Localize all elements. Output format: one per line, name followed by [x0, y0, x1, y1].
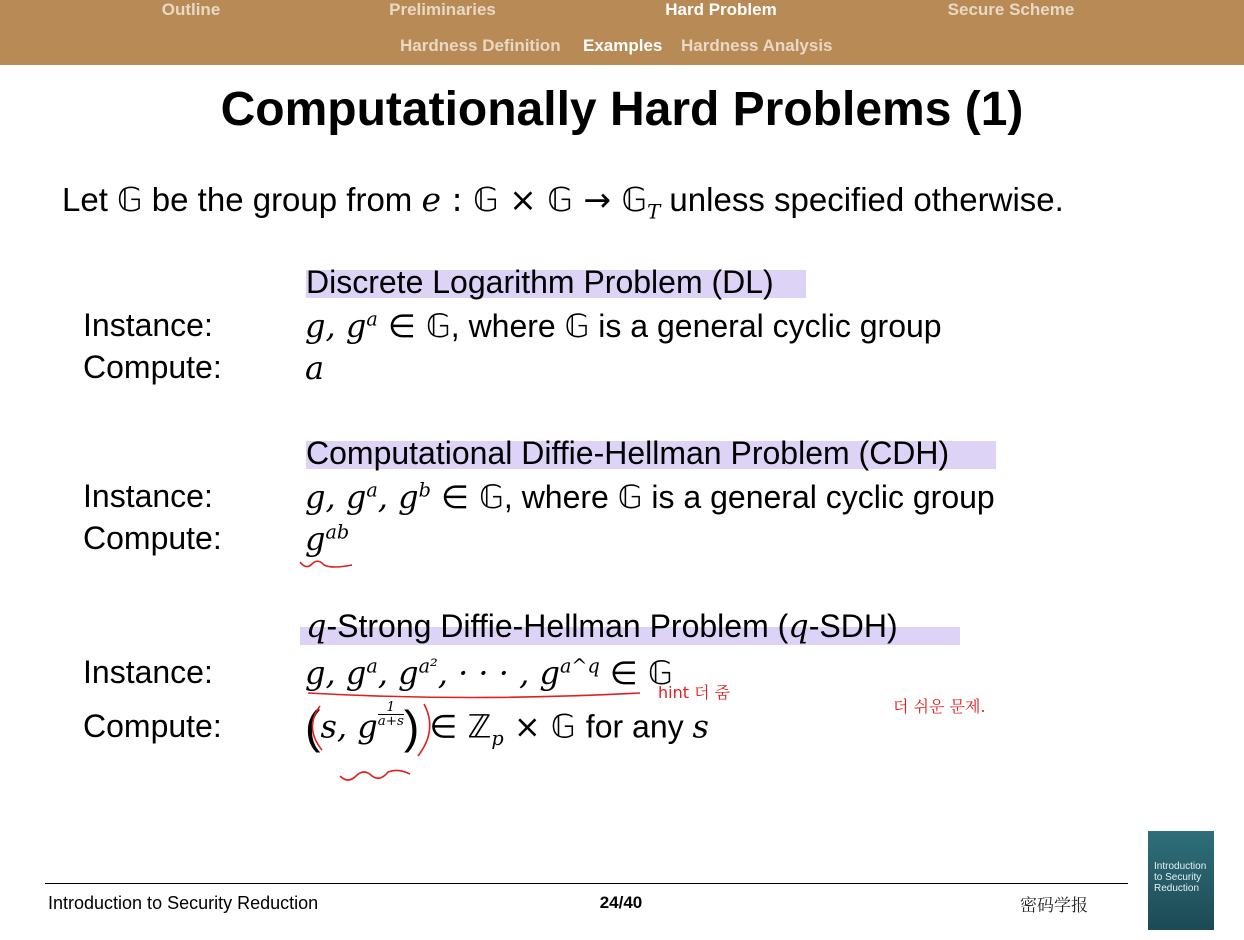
- sdh-compute-close-paren: ): [403, 701, 420, 753]
- sdh-fraction-numerator: 1: [378, 701, 404, 715]
- dl-instance-in: ∈ 𝔾: [377, 307, 451, 345]
- ink-squiggle-sdh: [340, 770, 410, 780]
- cdh-compute-exp: ab: [325, 520, 350, 544]
- sdh-instance-part2: , g: [377, 654, 419, 692]
- dl-compute-label: Compute:: [83, 349, 222, 385]
- ink-paren-left: [312, 706, 322, 750]
- slide-title: Computationally Hard Problems (1): [220, 83, 1024, 136]
- ink-underline-sdh-instance: [308, 693, 640, 698]
- cdh-instance-math: g, g: [305, 478, 367, 516]
- intro-text-1: Let: [62, 181, 118, 218]
- sdh-compute-times: × 𝔾: [503, 707, 586, 746]
- footer-title: Introduction to Security Reduction: [48, 893, 319, 913]
- dl-instance-exp: a: [366, 307, 378, 331]
- cdh-instance-in: ∈ 𝔾: [430, 478, 504, 516]
- nav-section-outline[interactable]: Outline: [161, 0, 221, 19]
- footer-journal-logo: 密码学报: [1020, 896, 1088, 916]
- book-cover-title: Introduction to Security Reduction: [1154, 861, 1207, 894]
- nav-subsection-hardness-definition[interactable]: Hardness Definition: [400, 36, 561, 55]
- cdh-instance-exp-a: a: [366, 478, 378, 502]
- cdh-instance-exp-b: b: [418, 478, 431, 502]
- cdh-instance-comma: , g: [377, 478, 419, 516]
- nav-section-secure-scheme[interactable]: Secure Scheme: [947, 0, 1075, 19]
- ink-note-easier: 더 쉬운 문제.: [893, 697, 986, 716]
- dl-instance-text: , where 𝔾 is a general cyclic group: [450, 308, 942, 344]
- sdh-instance-label: Instance:: [83, 654, 213, 690]
- nav-section-hard-problem[interactable]: Hard Problem: [665, 0, 777, 19]
- intro-text-2: be the group from: [142, 181, 422, 218]
- sdh-heading-text2: -SDH): [808, 608, 898, 644]
- ink-note-hint: hint 더 줌: [658, 683, 731, 702]
- footer-divider: [45, 883, 1128, 884]
- sdh-instance-exp2: a²: [418, 654, 438, 678]
- intro-target-subscript: T: [647, 200, 661, 224]
- sdh-compute-open-paren: (: [305, 701, 321, 753]
- sdh-compute-subscript-p: p: [491, 726, 504, 750]
- sdh-compute-in: ∈ ℤ: [419, 707, 492, 746]
- intro-pairing-e: e: [421, 180, 441, 219]
- intro-group-symbol: 𝔾: [117, 180, 143, 219]
- sdh-instance-part3: , · · · , g: [437, 654, 560, 692]
- sdh-instance-exp3: a^q: [559, 654, 600, 678]
- nav-subsection-examples[interactable]: Examples: [583, 36, 663, 55]
- sdh-compute-label: Compute:: [83, 708, 222, 744]
- sdh-compute-s: s: [692, 707, 709, 746]
- intro-text-3: unless specified otherwise.: [660, 181, 1064, 218]
- sdh-compute-text: for any: [585, 708, 693, 745]
- cdh-instance-text: , where 𝔾 is a general cyclic group: [503, 479, 995, 515]
- sdh-instance-exp1: a: [366, 654, 378, 678]
- sdh-heading-text1: -Strong Diffie-Hellman Problem (: [326, 608, 789, 644]
- sdh-fraction-denominator: a+s: [377, 714, 404, 730]
- cdh-heading: Computational Diffie-Hellman Problem (CDH): [306, 435, 950, 471]
- sdh-instance-in: ∈ 𝔾: [599, 654, 673, 692]
- sdh-heading-q1: q: [306, 607, 327, 645]
- dl-instance-math: g, g: [305, 307, 367, 345]
- book-cover-image: [1148, 831, 1214, 930]
- nav-subsection-hardness-analysis[interactable]: Hardness Analysis: [681, 36, 833, 55]
- ink-paren-right: [418, 704, 430, 756]
- intro-pairing-map: : 𝔾 × 𝔾 → 𝔾: [440, 180, 648, 219]
- cdh-compute-base: g: [305, 520, 326, 558]
- dl-instance-label: Instance:: [83, 307, 213, 343]
- cdh-instance-label: Instance:: [83, 478, 213, 514]
- ink-squiggle-cdh: [300, 561, 352, 567]
- dl-heading: Discrete Logarithm Problem (DL): [306, 264, 774, 300]
- sdh-heading-q2: q: [788, 607, 809, 645]
- dl-compute-value: a: [305, 349, 325, 387]
- sdh-compute-pair: s, g: [320, 707, 378, 746]
- footer-page-number: 24/40: [599, 893, 643, 912]
- sdh-instance-part1: g, g: [305, 654, 367, 692]
- nav-section-preliminaries[interactable]: Preliminaries: [389, 0, 496, 19]
- cdh-compute-label: Compute:: [83, 520, 222, 556]
